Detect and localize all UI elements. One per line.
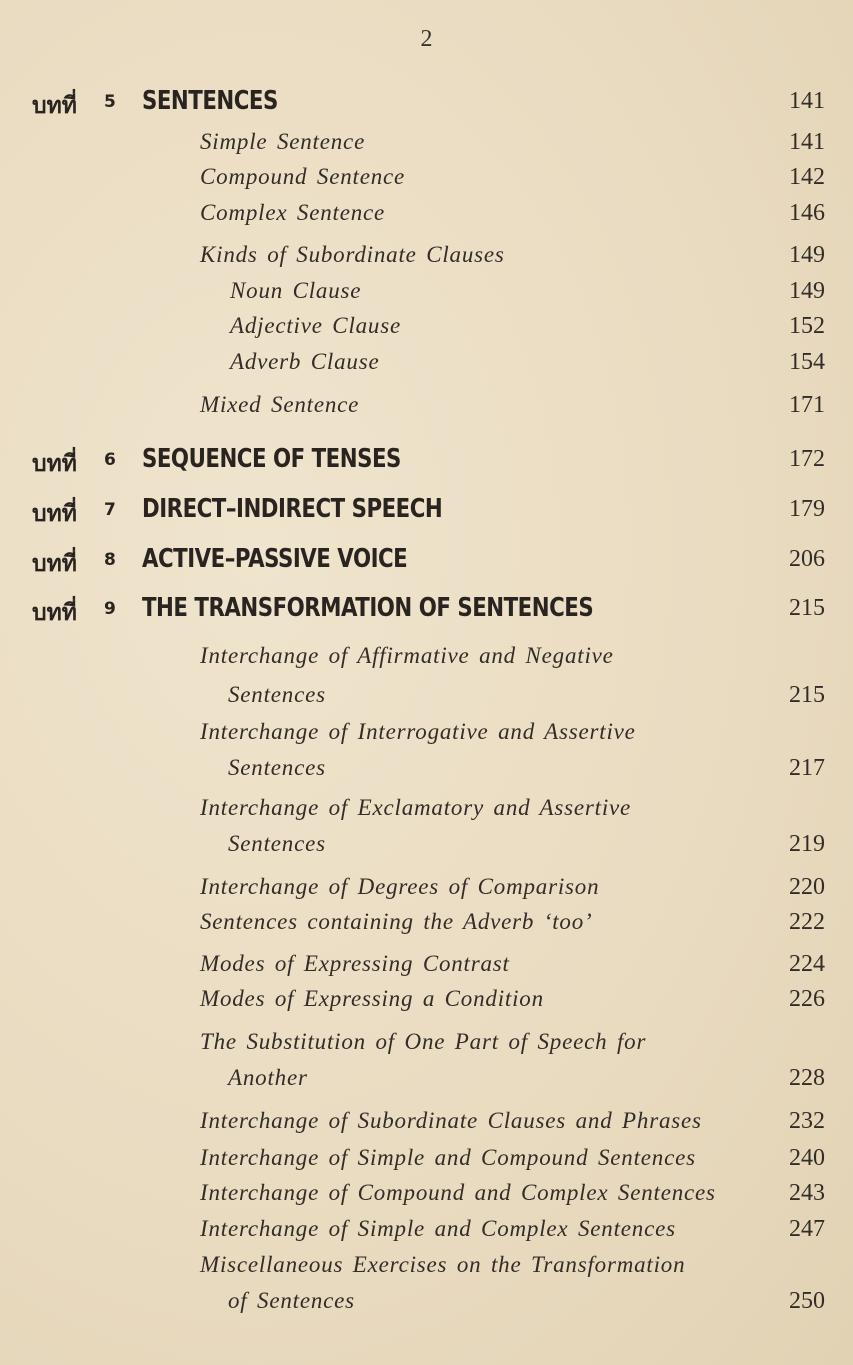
chapter-title: ACTIVE–PASSIVE VOICE xyxy=(142,544,408,574)
page-ref: 154 xyxy=(789,349,825,375)
chapter-title: SENTENCES xyxy=(142,86,278,116)
page-ref: 240 xyxy=(789,1145,825,1171)
page-ref: 149 xyxy=(789,242,825,268)
chapter-prefix: บทที่ xyxy=(32,93,77,119)
page-ref: 171 xyxy=(789,392,825,418)
toc-entry xyxy=(0,719,853,759)
section-title: Mixed Sentence xyxy=(200,392,360,417)
section-title: Modes of Expressing a Condition xyxy=(200,986,544,1011)
chapter-entry xyxy=(0,446,853,486)
toc-entry xyxy=(0,1029,853,1069)
chapter-prefix: บทที่ xyxy=(32,451,77,477)
section-title-continuation: Sentences xyxy=(228,682,326,707)
section-title: Sentences containing the Adverb ‘too’ xyxy=(200,909,593,934)
section-title: Interchange of Simple and Complex Sentences xyxy=(200,1216,676,1241)
section-title: Interchange of Exclamatory and Assertive xyxy=(200,795,632,820)
page-ref: 141 xyxy=(789,129,825,155)
page-ref: 226 xyxy=(789,986,825,1012)
toc-entry-continuation xyxy=(0,831,853,871)
toc-entry xyxy=(0,1216,853,1256)
page-ref: 142 xyxy=(789,164,825,190)
toc-entry xyxy=(0,129,853,169)
toc-entry xyxy=(0,392,853,432)
toc-entry xyxy=(0,278,853,318)
page-ref: 250 xyxy=(789,1288,825,1314)
section-title-continuation: Sentences xyxy=(228,831,326,856)
page-ref: 172 xyxy=(789,446,825,472)
toc-entry xyxy=(0,1180,853,1220)
chapter-entry xyxy=(0,496,853,536)
chapter-number: 9 xyxy=(104,599,116,619)
chapter-number: 7 xyxy=(104,500,116,520)
toc-entry-continuation xyxy=(0,755,853,795)
page-ref: 217 xyxy=(789,755,825,781)
page-ref: 215 xyxy=(789,682,825,708)
page-ref: 247 xyxy=(789,1216,825,1242)
chapter-prefix: บทที่ xyxy=(32,501,77,527)
section-title-continuation: Sentences xyxy=(228,755,326,780)
page-ref: 149 xyxy=(789,278,825,304)
toc-entry xyxy=(0,643,853,683)
toc-entry xyxy=(0,909,853,949)
page-ref: 215 xyxy=(789,595,825,621)
toc-entry xyxy=(0,1108,853,1148)
page-ref: 222 xyxy=(789,909,825,935)
section-title: Noun Clause xyxy=(230,278,362,303)
toc-entry xyxy=(0,874,853,914)
section-title: Interchange of Subordinate Clauses and Phrases xyxy=(200,1108,702,1133)
section-title: Miscellaneous Exercises on the Transformation xyxy=(200,1252,686,1277)
chapter-entry xyxy=(0,546,853,586)
toc-entry xyxy=(0,349,853,389)
toc-entry xyxy=(0,1252,853,1292)
chapter-title: THE TRANSFORMATION OF SENTENCES xyxy=(142,593,594,623)
section-title: Modes of Expressing Contrast xyxy=(200,951,510,976)
chapter-number: 5 xyxy=(104,92,116,112)
section-title: Interchange of Simple and Compound Sentences xyxy=(200,1145,696,1170)
chapter-title: SEQUENCE OF TENSES xyxy=(142,444,401,474)
chapter-entry xyxy=(0,595,853,635)
toc-entry xyxy=(0,164,853,204)
section-title-continuation: Another xyxy=(228,1065,308,1090)
toc-entry xyxy=(0,795,853,835)
toc-entry xyxy=(0,1145,853,1185)
chapter-number: 8 xyxy=(104,550,116,570)
toc-entry-continuation xyxy=(0,1288,853,1328)
toc-entry xyxy=(0,986,853,1026)
section-title-continuation: of Sentences xyxy=(228,1288,355,1313)
chapter-entry xyxy=(0,88,853,128)
toc-entry-continuation xyxy=(0,682,853,722)
section-title: Compound Sentence xyxy=(200,164,406,189)
chapter-prefix: บทที่ xyxy=(32,600,77,626)
page-ref: 220 xyxy=(789,874,825,900)
section-title: Kinds of Subordinate Clauses xyxy=(200,242,505,267)
section-title: Adjective Clause xyxy=(230,313,401,338)
section-title: Complex Sentence xyxy=(200,200,386,225)
section-title: Simple Sentence xyxy=(200,129,366,154)
section-title: Adverb Clause xyxy=(230,349,380,374)
page-ref: 243 xyxy=(789,1180,825,1206)
toc-entry xyxy=(0,200,853,240)
page-ref: 141 xyxy=(789,88,825,114)
page-ref: 179 xyxy=(789,496,825,522)
page-ref: 219 xyxy=(789,831,825,857)
section-title: Interchange of Compound and Complex Sentences xyxy=(200,1180,716,1205)
page-ref: 146 xyxy=(789,200,825,226)
section-title: The Substitution of One Part of Speech for xyxy=(200,1029,647,1054)
chapter-number: 6 xyxy=(104,450,116,470)
page-ref: 206 xyxy=(789,546,825,572)
chapter-prefix: บทที่ xyxy=(32,551,77,577)
toc-entry-continuation xyxy=(0,1065,853,1105)
page-ref: 232 xyxy=(789,1108,825,1134)
section-title: Interchange of Degrees of Comparison xyxy=(200,874,600,899)
toc-entry xyxy=(0,951,853,991)
page-ref: 228 xyxy=(789,1065,825,1091)
page-number: 2 xyxy=(420,26,433,52)
section-title: Interchange of Interrogative and Assertive xyxy=(200,719,636,744)
page-ref: 224 xyxy=(789,951,825,977)
page-ref: 152 xyxy=(789,313,825,339)
chapter-title: DIRECT–INDIRECT SPEECH xyxy=(142,494,443,524)
toc-entry xyxy=(0,313,853,353)
section-title: Interchange of Affirmative and Negative xyxy=(200,643,614,668)
toc-entry xyxy=(0,242,853,282)
